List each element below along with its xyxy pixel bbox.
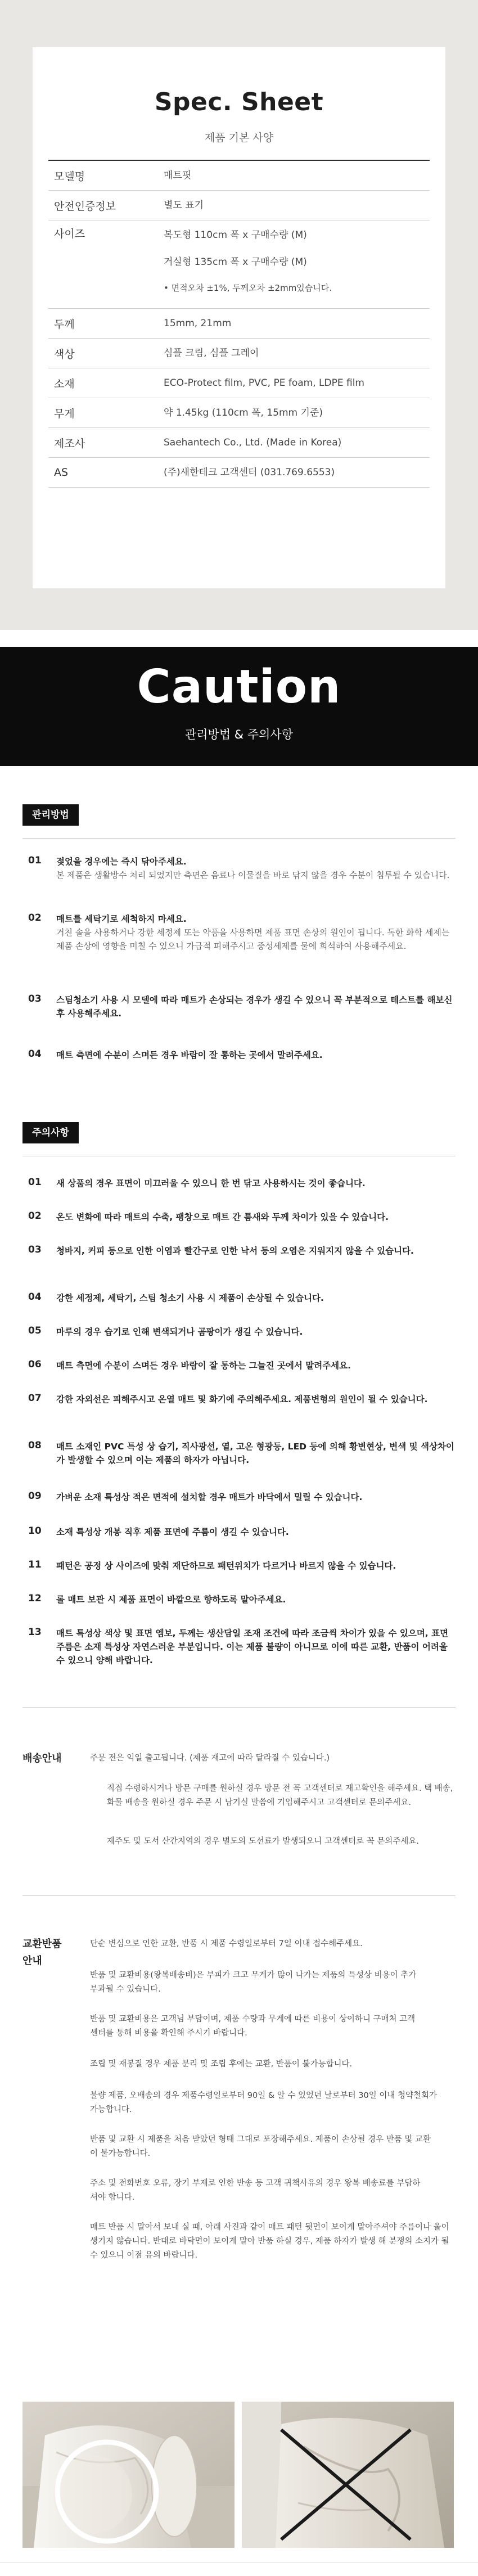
- item-text: [56, 1525, 456, 1539]
- spec-subtitle: 제품 기본 사양: [204, 132, 274, 144]
- spec-card: [33, 47, 445, 588]
- spec-label: 무게: [54, 407, 75, 420]
- caution-subtitle: 관리방법 & 주의사항: [184, 728, 293, 741]
- item-desc: 본 제품은 생활방수 처리 되었지만 측면은 음료나 이물질을 바로 닦지 않을 경우 수분이 침투될 수 있습니다.: [56, 870, 450, 880]
- spec-value: [164, 314, 430, 333]
- item-text: [56, 1440, 456, 1467]
- item-title: 패턴은 공정 상 사이즈에 맞춰 재단하므로 패턴위치가 다르거나 바르지 않을 수 있습니다.: [56, 1561, 396, 1571]
- spec-row-model: [48, 161, 430, 191]
- spec-value-line: Saehantech Co., Ltd. (Made in Korea): [164, 437, 342, 448]
- item-desc: 거친 솔을 사용하거나 강한 세정제 또는 약품을 사용하면 제품 표면 손상의 원인이 됩니다. 독한 화학 세제는 제품 손상에 영향을 미칠 수 있으니 가급적 피해주시고 중성세제를 물에 희석하여 사용해주세요.: [56, 927, 450, 951]
- divider: [22, 1895, 456, 1896]
- item-text: [56, 855, 456, 882]
- divider: [0, 2562, 478, 2563]
- item-number: 05: [28, 1325, 42, 1336]
- correct-rolling-photo: [22, 2402, 235, 2548]
- spec-value-line: 15mm, 21mm: [164, 318, 232, 329]
- spec-label: 두께: [54, 318, 75, 331]
- spec-label: 소재: [54, 377, 75, 390]
- item-title: 소재 특성상 개봉 직후 제품 표면에 주름이 생길 수 있습니다.: [56, 1527, 289, 1537]
- spec-value-line: 별도 표기: [164, 200, 204, 211]
- divider: [22, 838, 456, 839]
- item-number: 01: [28, 1177, 42, 1188]
- exchange-para: 불량 제품, 오배송의 경우 제품수령일로부터 90일 & 알 수 있었던 날로부터 30일 이내 청약철회가 가능합니다.: [90, 2091, 437, 2114]
- spec-value: [164, 463, 430, 482]
- item-text: [56, 1393, 456, 1406]
- item-number: 11: [28, 1559, 42, 1570]
- delivery-para: 직접 수령하시거나 방문 구매를 원하실 경우 방문 전 꼭 고객센터로 재고확인을 해주세요. 택 배송, 화물 배송을 원하실 경우 주문 시 남기실 말씀에 기입해주시고 고객센터로 문의주세요.: [107, 1784, 453, 1807]
- item-title: 가벼운 소재 특성상 적은 면적에 설치할 경우 매트가 바닥에서 밀릴 수 있습니다.: [56, 1492, 363, 1502]
- item-number: 10: [28, 1525, 42, 1537]
- spec-row-weight: [48, 398, 430, 428]
- spec-label: 사이즈: [54, 228, 85, 240]
- item-text: [56, 1490, 456, 1504]
- spec-section: [0, 0, 478, 630]
- divider: [22, 1707, 456, 1708]
- spec-row-thickness: [48, 309, 430, 339]
- item-number: 01: [28, 855, 42, 866]
- item-title: 매트 소재인 PVC 특성 상 습기, 직사광선, 열, 고온 형광등, LED 등에 의해 황변현상, 변색 및 색상차이가 발생할 수 있으며 이는 제품의 하자가 아닙니다.: [56, 1442, 454, 1465]
- spec-row-color: [48, 339, 430, 368]
- item-text: [56, 1359, 456, 1372]
- item-number: 09: [28, 1490, 42, 1502]
- item-title: 매트를 세탁기로 세척하지 마세요.: [56, 914, 187, 924]
- item-title: 새 상품의 경우 표면이 미끄러울 수 있으니 한 번 닦고 사용하시는 것이 좋습니다.: [56, 1178, 366, 1188]
- spec-value-line: 심플 크림, 심플 그레이: [164, 348, 259, 359]
- item-number: 02: [28, 912, 42, 924]
- item-text: [56, 1325, 456, 1339]
- item-title: 매트 특성상 색상 및 표면 엠보, 두께는 생산담일 조재 조건에 따라 조금씩 차이가 있을 수 있으며, 표면 주름은 소재 특성상 자연스러운 부분입니다. 이는 제품 불량이 아니므로 이에 따른 교환, 반품이 어려울 수 있으니 양해 바랍니다.: [56, 1628, 449, 1665]
- correct-rolling-illustration: [22, 2402, 235, 2548]
- item-number: 04: [28, 1048, 42, 1060]
- delivery-para: 제주도 및 도서 산간지역의 경우 별도의 도선료가 발생되오니 고객센터로 꼭 문의주세요.: [107, 1837, 419, 1846]
- item-text: [56, 1048, 456, 1062]
- item-number: 07: [28, 1393, 42, 1404]
- item-number: 03: [28, 993, 42, 1005]
- spec-label: AS: [54, 466, 69, 479]
- spec-value: [164, 373, 430, 393]
- spec-value-line: (주)새한테크 고객센터 (031.769.6553): [164, 467, 335, 478]
- spec-label: 색상: [54, 348, 75, 361]
- item-number: 02: [28, 1210, 42, 1222]
- item-text: [56, 1291, 456, 1305]
- care-section-label: 관리방법: [22, 804, 79, 826]
- item-title: 매트 측면에 수분이 스며든 경우 바람이 잘 통하는 곳에서 말려주세요.: [56, 1050, 323, 1060]
- delivery-para: 주문 전은 익일 출고됩니다. (제품 재고에 따라 달라질 수 있습니다.): [90, 1754, 330, 1763]
- spec-value-line: ECO-Protect film, PVC, PE foam, LDPE film: [164, 377, 364, 389]
- spec-label: 모델명: [54, 170, 85, 183]
- item-text: [56, 1593, 456, 1606]
- notes-section-label: 주의사항: [22, 1122, 79, 1143]
- wrong-rolling-photo: [242, 2402, 454, 2548]
- item-title: 온도 변화에 따라 매트의 수축, 팽창으로 매트 간 틈새와 두께 차이가 있을 수 있습니다.: [56, 1212, 389, 1222]
- item-number: 04: [28, 1291, 42, 1303]
- spec-label: 안전인증정보: [54, 200, 116, 213]
- item-number: 08: [28, 1440, 42, 1451]
- spec-value: [164, 433, 430, 452]
- spec-row-safety: [48, 191, 430, 220]
- exchange-para: 반품 및 교환 시 제품을 처음 받았던 형태 그대로 포장해주세요. 제품이 손상될 경우 반품 및 교환이 불가능합니다.: [90, 2135, 431, 2158]
- spec-label: 제조사: [54, 437, 85, 450]
- caution-title: Caution: [137, 660, 341, 714]
- item-number: 12: [28, 1593, 42, 1604]
- item-title: 젖었을 경우에는 즉시 닦아주세요.: [56, 857, 187, 867]
- exchange-para: 반품 및 교환비용(왕복배송비)은 부피가 크고 무게가 많이 나가는 제품의 특성상 비용이 추가 부과될 수 있습니다.: [90, 1971, 417, 1994]
- exchange-para: 조립 및 재봉질 경우 제품 분리 및 조립 후에는 교환, 반품이 불가능합니다.: [90, 2060, 353, 2069]
- item-number: 06: [28, 1359, 42, 1370]
- spec-row-as: [48, 458, 430, 488]
- item-text: [56, 1244, 456, 1258]
- item-text: [56, 1177, 456, 1190]
- item-title: 강한 세정제, 세탁기, 스팀 청소기 사용 시 제품이 손상될 수 있습니다.: [56, 1293, 324, 1303]
- item-text: [56, 1210, 456, 1224]
- spec-value: [164, 403, 430, 422]
- spec-value: [164, 166, 430, 185]
- caution-banner: [0, 647, 478, 766]
- spec-value: [164, 344, 430, 363]
- item-title: 청바지, 커피 등으로 인한 이염과 빨간구로 인한 낙서 등의 오염은 지워지지 않을 수 있습니다.: [56, 1246, 414, 1256]
- exchange-heading: 교환반품: [22, 1938, 62, 1950]
- spec-value-line: 거실형 135cm 폭 x 구매수량 (M): [164, 256, 307, 268]
- spec-value-line: 매트핏: [164, 170, 192, 181]
- item-title: 마루의 경우 습기로 인해 변색되거나 곰팡이가 생길 수 있습니다.: [56, 1327, 303, 1337]
- item-title: 매트 측면에 수분이 스며든 경우 바람이 잘 통하는 그늘진 곳에서 말려주세요.: [56, 1361, 351, 1371]
- spec-row-size: [48, 220, 430, 309]
- spec-value: [164, 220, 430, 308]
- item-text: [56, 912, 456, 953]
- exchange-heading-line2: 안내: [22, 1955, 42, 1967]
- spec-value-line: 약 1.45kg (110cm 폭, 15mm 기준): [164, 407, 323, 418]
- spec-value-line: • 면적오차 ±1%, 두께오차 ±2mm있습니다.: [164, 283, 332, 293]
- exchange-para: 주소 및 전화번호 오류, 장기 부재로 인한 반송 등 고객 귀책사유의 경우 왕복 배송료를 부담하셔야 합니다.: [90, 2179, 421, 2202]
- spec-value-line: 복도형 110cm 폭 x 구매수량 (M): [164, 229, 307, 241]
- item-number: 13: [28, 1627, 42, 1638]
- item-text: [56, 1627, 456, 1667]
- spec-value: [164, 196, 430, 215]
- item-title: 강한 자외선은 피해주시고 온열 매트 및 화기에 주의해주세요. 제품변형의 원인이 될 수 있습니다.: [56, 1394, 428, 1404]
- item-text: [56, 1559, 456, 1573]
- exchange-para: 단순 변심으로 인한 교환, 반품 시 제품 수령일로부터 7일 이내 접수해주세요.: [90, 1939, 363, 1948]
- item-number: 03: [28, 1244, 42, 1255]
- delivery-heading: 배송안내: [22, 1753, 62, 1764]
- spec-row-material: [48, 368, 430, 398]
- exchange-para: 반품 및 교환비용은 고객님 부담이며, 제품 수량과 무게에 따른 비용이 상이하니 구매처 고객센터를 통해 비용을 확인해 주시기 바랍니다.: [90, 2015, 416, 2038]
- wrong-rolling-illustration: [242, 2402, 454, 2548]
- item-title: 스팀청소기 사용 시 모델에 따라 매트가 손상되는 경우가 생길 수 있으니 꼭 부분적으로 테스트를 해보신 후 사용해주세요.: [56, 995, 453, 1019]
- exchange-para: 매트 반품 시 말아서 보내 실 때, 아래 사진과 같이 매트 패턴 뒷면이 보이게 말아주셔야 주름이나 울이 생기지 않습니다. 반대로 바닥면이 보이게 말아 반품 하실 경우, 제품 하자가 발생 해 분쟁의 소지가 될 수 있으니 이점 유의 바랍니다.: [90, 2223, 449, 2260]
- spec-row-manufacturer: [48, 428, 430, 458]
- spec-title: Spec. Sheet: [154, 88, 324, 116]
- item-title: 롤 매트 보관 시 제품 표면이 바깥으로 향하도록 말아주세요.: [56, 1595, 286, 1605]
- item-text: [56, 993, 456, 1020]
- spec-table: [48, 160, 430, 488]
